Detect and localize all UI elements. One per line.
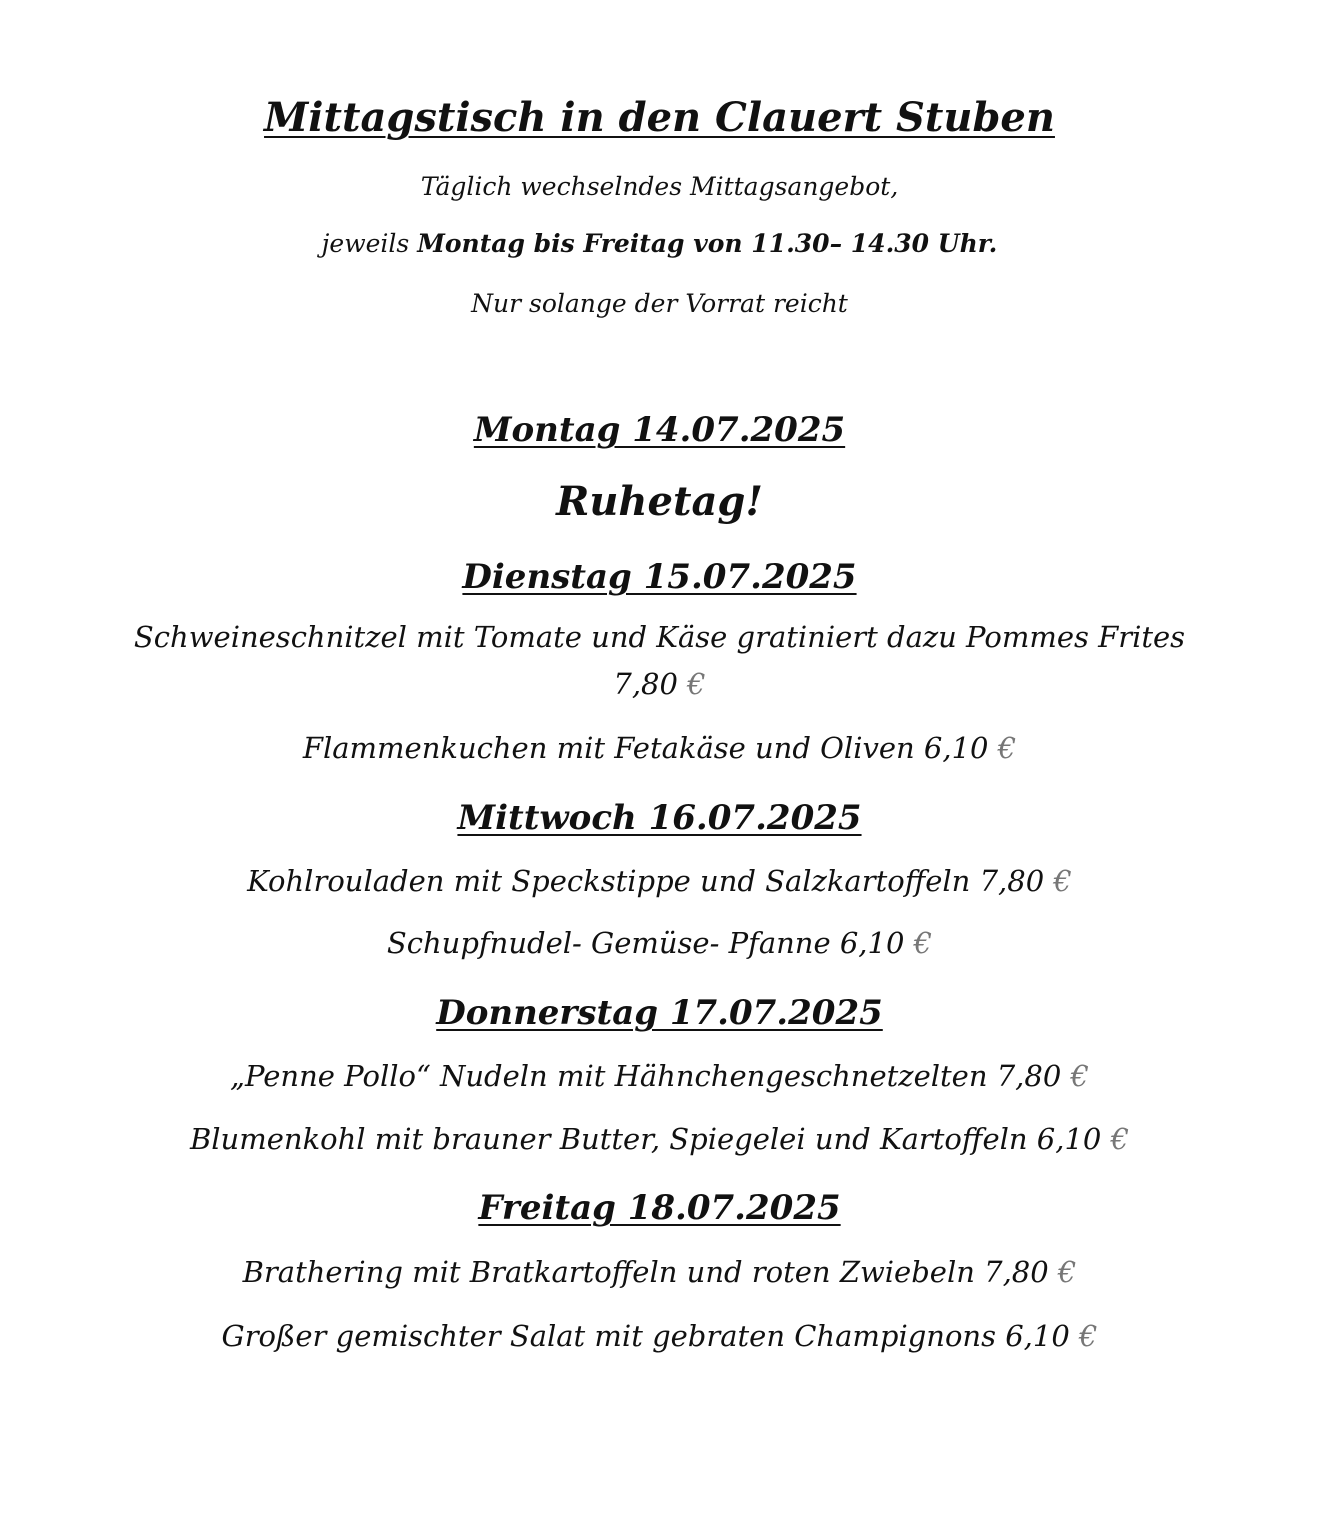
dish-text: Großer gemischter Salat mit gebraten Champignons 6,10 [221,1319,1070,1353]
dish-friday-1 [0,1255,1319,1289]
day-heading-tuesday: Dienstag 15.07.2025 [462,557,857,597]
dish-thursday-1 [0,1059,1319,1093]
euro-symbol: € [1110,1122,1130,1156]
dish-text: „Penne Pollo“ Nudeln mit Hähnchengeschnetzelten 7,80 [230,1059,1062,1093]
closed-day-note: Ruhetag! [556,478,763,525]
day-heading-friday: Freitag 18.07.2025 [478,1188,841,1228]
intro-line-1: Täglich wechselndes Mittagsangebot, [420,172,899,201]
opening-hours: Montag bis Freitag von 11.30– 14.30 Uhr. [417,229,998,258]
intro-line-3: Nur solange der Vorrat reicht [471,289,848,318]
euro-symbol: € [1079,1319,1098,1353]
euro-symbol: € [687,667,706,701]
euro-symbol: € [997,731,1017,765]
intro-line-2 [0,229,1319,258]
price: 7,80 [613,667,678,701]
dish-tuesday-1: Schweineschnitzel mit Tomate und Käse gratiniert dazu Pommes Frites [133,620,1186,654]
day-heading-monday: Montag 14.07.2025 [473,410,846,450]
euro-symbol: € [913,926,933,960]
euro-symbol: € [1053,864,1072,898]
euro-symbol: € [1057,1255,1077,1289]
dish-text: Blumenkohl mit brauner Butter, Spiegelei und Kartoffeln 6,10 [189,1122,1102,1156]
euro-symbol: € [1070,1059,1089,1093]
dish-wednesday-1 [0,864,1319,898]
dish-text: Kohlrouladen mit Speckstippe und Salzkartoffeln 7,80 [247,864,1045,898]
intro-line-2-prefix: jeweils [321,229,418,258]
dish-text: Flammenkuchen mit Fetakäse und Oliven 6,10 [302,731,989,765]
dish-text: Brathering mit Bratkartoffeln und roten Zwiebeln 7,80 [242,1255,1049,1289]
page-title: Mittagstisch in den Clauert Stuben [264,94,1055,141]
dish-friday-2 [0,1319,1319,1353]
dish-text: Schupfnudel- Gemüse- Pfanne 6,10 [386,926,905,960]
dish-tuesday-1-price [0,667,1319,701]
day-heading-wednesday: Mittwoch 16.07.2025 [457,798,862,838]
dish-wednesday-2 [0,926,1319,960]
dish-thursday-2 [0,1122,1319,1156]
day-heading-thursday: Donnerstag 17.07.2025 [436,993,883,1033]
dish-tuesday-2 [0,731,1319,765]
